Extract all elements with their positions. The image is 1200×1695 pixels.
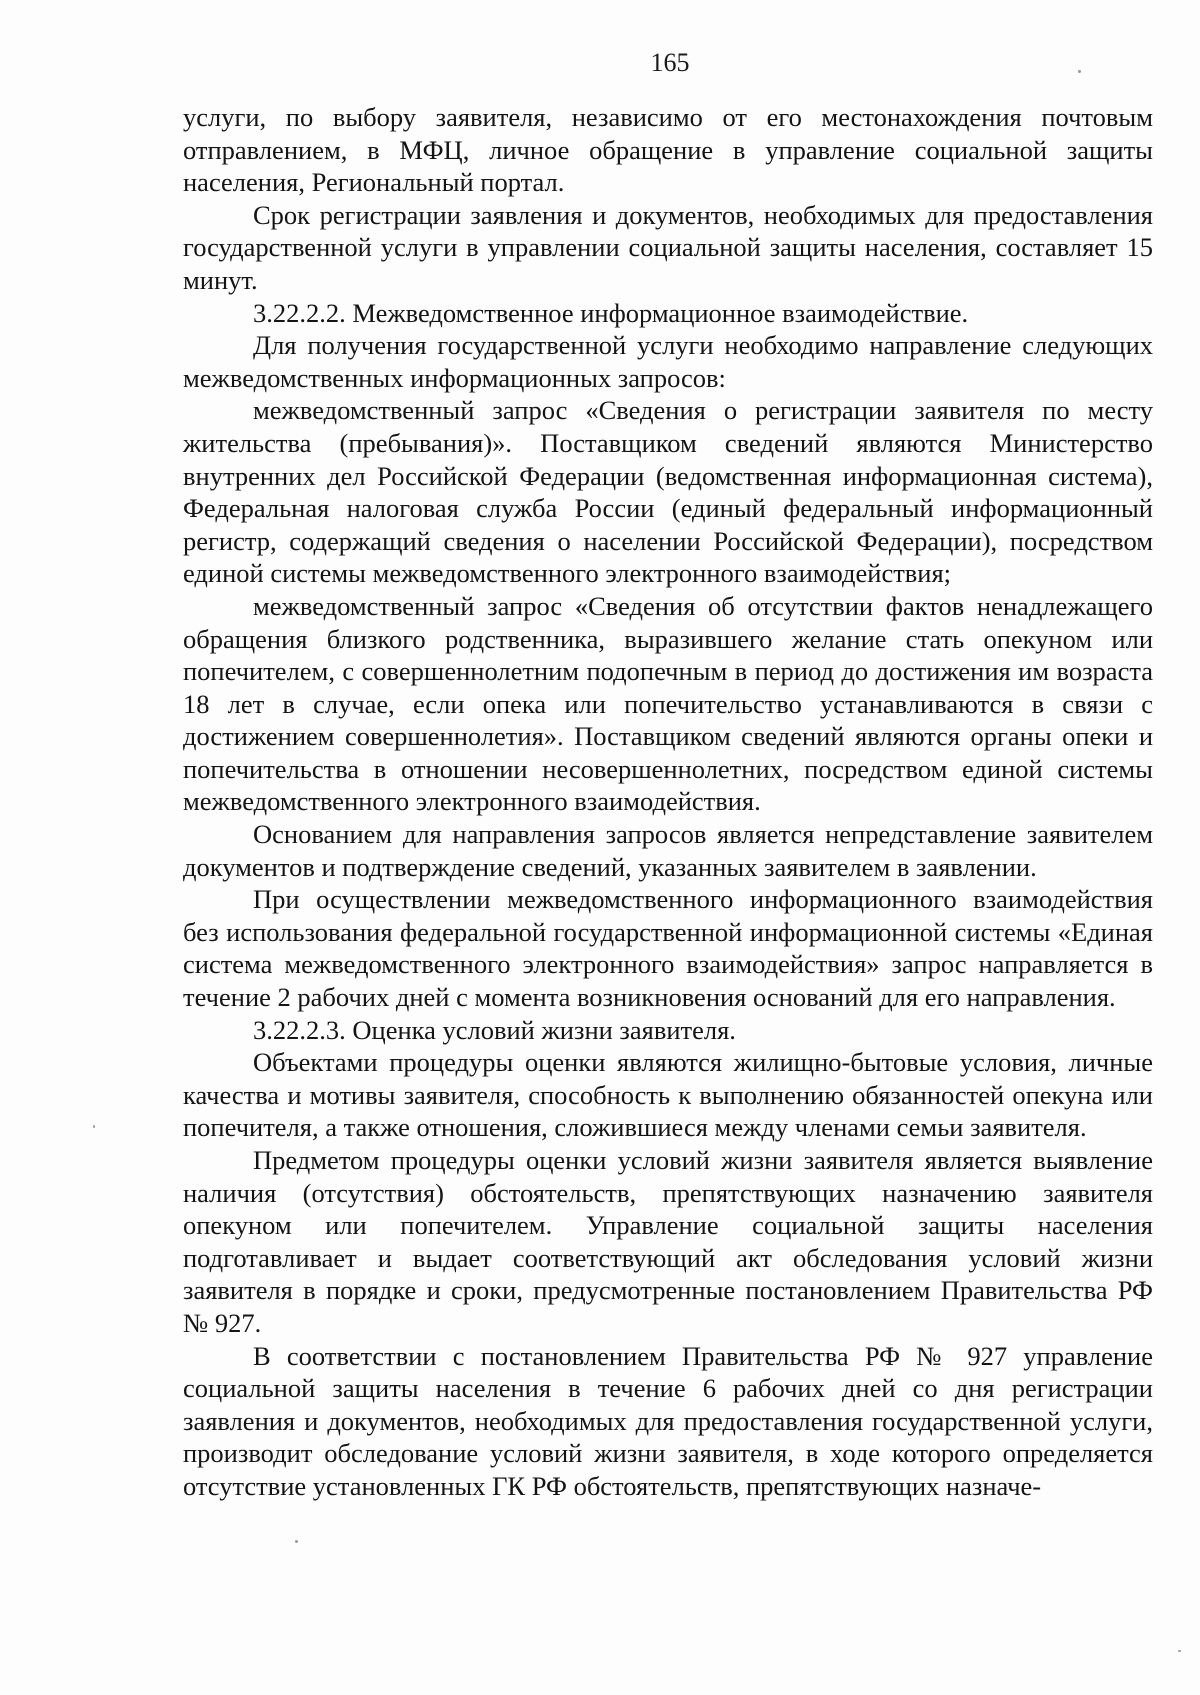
section-heading-interagency: 3.22.2.2. Межведомственное информационное взаимодействие. [253, 297, 969, 328]
paragraph-assessment-subject: Предметом процедуры оценки условий жизни заявителя является выявление наличия (отсутствия) обстоятельств, препятствующих назначению заявителя опекуном или попечителем. Управление социальной защиты населения подготавливает и выдает соответствующий акт обследования условий жизни заявителя в порядке и сроки, предусмотренные постановлением Правительства РФ № 927. [183, 1145, 1153, 1338]
paragraph-registration-term: Срок регистрации заявления и документов, необходимых для предоставления государственной услуги в управлении социальной защиты населения, составляет 15 минут. [183, 199, 1153, 295]
section-heading-living-conditions: 3.22.2.3. Оценка условий жизни заявителя. [253, 1014, 736, 1045]
scan-speck [295, 1540, 298, 1543]
paragraph-requests-intro: Для получения государственной услуги необходимо направление следующих межведомственных информационных запросов: [183, 330, 1153, 393]
paragraph-request-basis: Основанием для направления запросов является непредставление заявителем документов и подтверждение сведений, указанных заявителем в заявлении. [183, 819, 1153, 882]
scan-speck [1178, 1650, 1181, 1652]
paragraph-request-timing: При осуществлении межведомственного информационного взаимодействия без использования федеральной государственной информационной системы «Единая система межведомственного электронного взаимодействия» запрос направляется в течение 2 рабочих дней с момента возникновения оснований для его направления. [183, 884, 1153, 1013]
paragraph-request-registration: межведомственный запрос «Сведения о регистрации заявителя по месту жительства (пребывания)». Поставщиком сведений являются Министерство внутренних дел Российской Федерации (ведомственная информационная система), Федеральная налоговая служба России (единый федеральный информационный регистр, содержащий сведения о населении Российской Федерации), посредством единой системы межведомственного электронного взаимодействия; [183, 395, 1153, 589]
scan-speck [1078, 70, 1081, 73]
paragraph-request-relative: межведомственный запрос «Сведения об отсутствии фактов ненадлежащего обращения близкого родственника, выразившего желание стать опекуном или попечителем, с совершеннолетним подопечным в период до достижения им возраста 18 лет в случае, если опека или попечительство устанавливаются в связи с достижением совершеннолетия». Поставщиком сведений являются органы опеки и попечительства в отношении несовершеннолетних, посредством единой системы межведомственного электронного взаимодействия. [183, 590, 1153, 817]
paragraph-inspection: В соответствии с постановлением Правительства РФ № 927 управление социальной защиты населения в течение 6 рабочих дней со дня регистрации заявления и документов, необходимых для предоставления государственной услуги, производит обследование условий жизни заявителя, в ходе которого определяется отсутствие установленных ГК РФ обстоятельств, препятствующих назначе- [183, 1340, 1153, 1501]
page-number: 165 [650, 48, 690, 77]
paragraph-continuation: услуги, по выбору заявителя, независимо от его местонахождения почтовым отправлением, в МФЦ, личное обращение в управление социальной защиты населения, Региональный портал. [183, 102, 1153, 198]
paragraph-assessment-objects: Объектами процедуры оценки являются жилищно-бытовые условия, личные качества и мотивы заявителя, способность к выполнению обязанностей опекуна или попечителя, а также отношения, сложившиеся между членами семьи заявителя. [183, 1047, 1153, 1143]
scan-speck [93, 1125, 95, 1128]
document-body [183, 101, 1153, 1503]
